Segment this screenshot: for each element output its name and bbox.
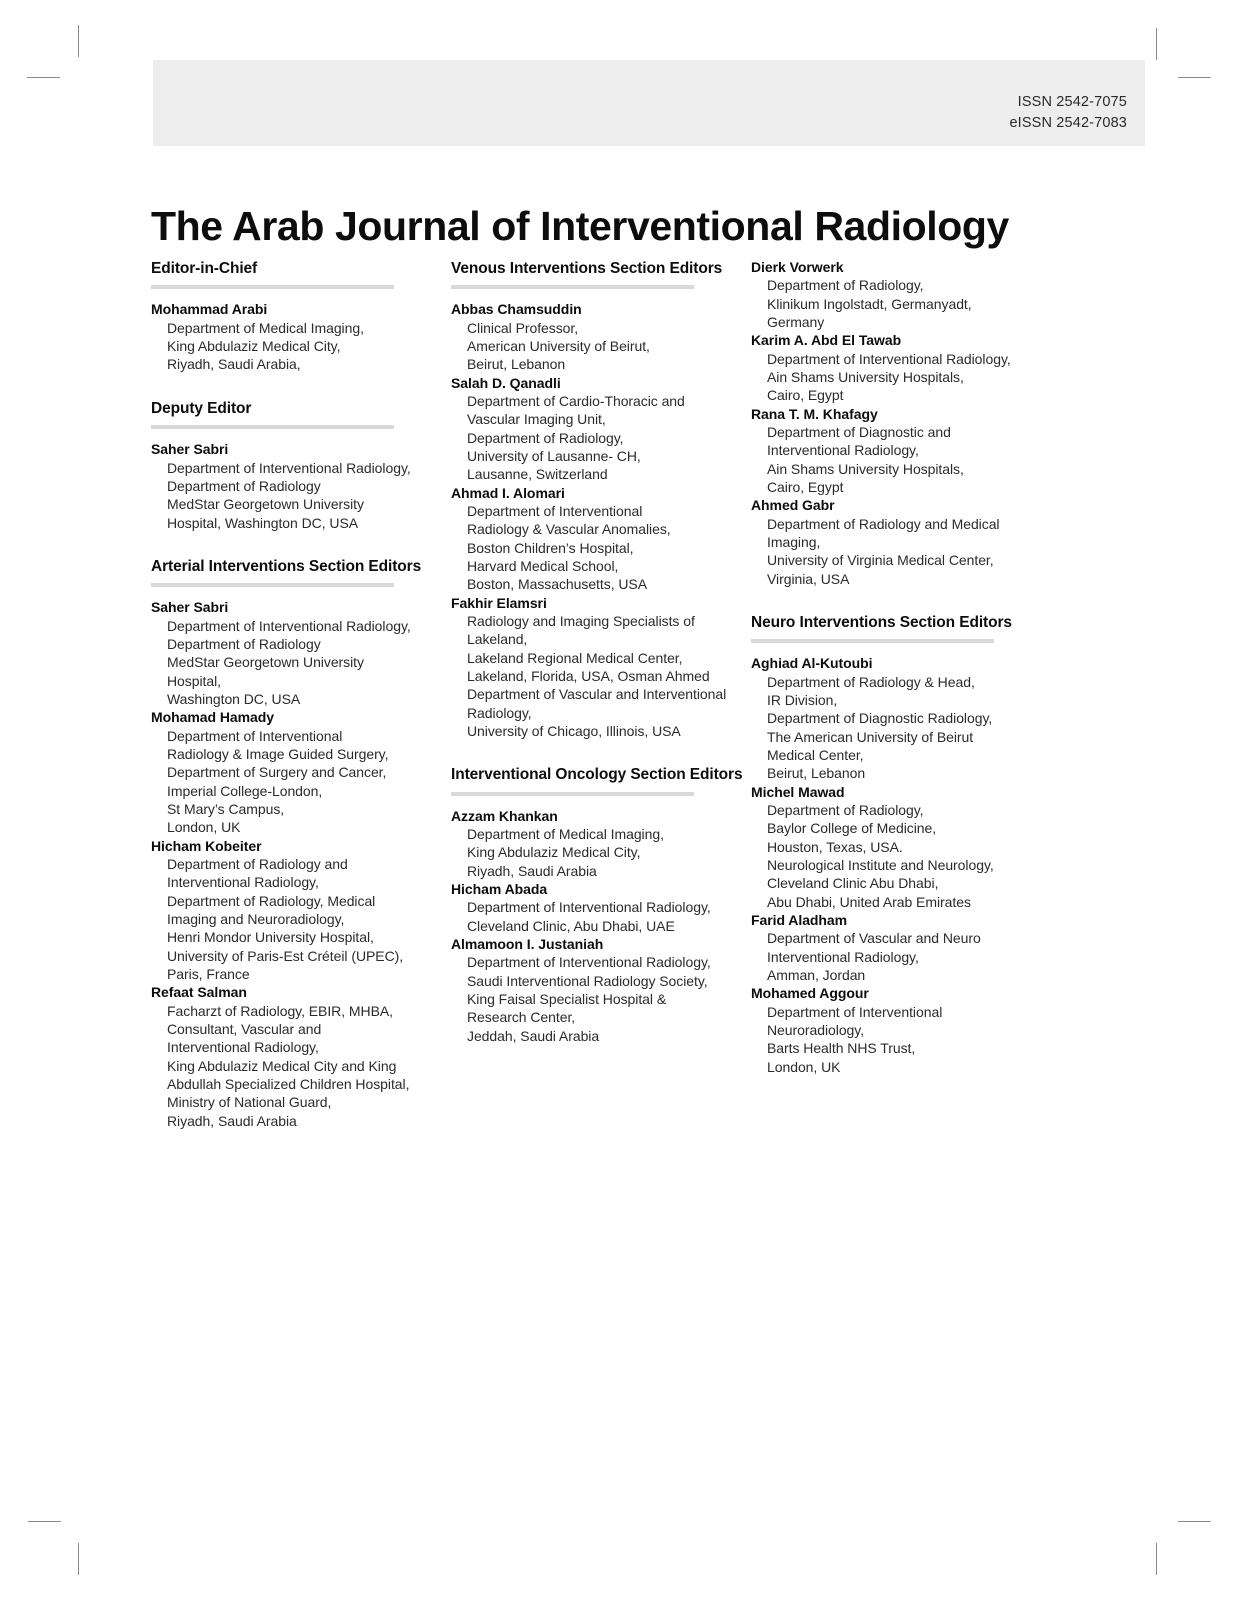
affiliation-line: Interventional Radiology, — [167, 1039, 319, 1056]
crop-mark-bottom-right-vertical — [1156, 1543, 1157, 1575]
affiliation-line: Boston Children’s Hospital, — [467, 539, 634, 556]
affiliation-line: Department of Diagnostic Radiology, — [767, 710, 993, 727]
affiliation-line: Interventional Radiology, — [767, 442, 919, 459]
affiliation-line: Medical Center, — [767, 747, 864, 764]
affiliation-line: Germany — [767, 313, 825, 330]
affiliation-line: Riyadh, Saudi Arabia — [467, 862, 597, 879]
affiliation-line: Riyadh, Saudi Arabia, — [167, 356, 301, 373]
affiliation-line: Department of Interventional Radiology, — [167, 459, 411, 476]
affiliation-line: Department of Radiology, Medical — [167, 892, 376, 909]
affiliation-line: Houston, Texas, USA. — [767, 838, 903, 855]
editor-name: Abbas Chamsuddin — [451, 301, 582, 318]
editor-name: Almamoon I. Justaniah — [451, 936, 604, 953]
affiliation-line: Virginia, USA — [767, 570, 850, 587]
editor-affiliation — [751, 276, 1051, 331]
editorial-board — [151, 258, 1151, 1130]
editorial-column-3 — [751, 258, 1051, 1130]
editor-entry — [451, 484, 751, 594]
crop-mark-bottom-left-horizontal — [28, 1521, 61, 1522]
affiliation-line: Department of Interventional Radiology, — [467, 899, 711, 916]
section-heading: Neuro Interventions Section Editors — [751, 613, 1012, 631]
editor-name: Hicham Kobeiter — [151, 837, 262, 854]
editor-entry — [751, 783, 1051, 911]
affiliation-line: Abu Dhabi, United Arab Emirates — [767, 893, 971, 910]
editor-affiliation — [751, 673, 1051, 783]
affiliation-line: Interventional Radiology, — [167, 874, 319, 891]
affiliation-line: Imaging and Neuroradiology, — [167, 910, 345, 927]
editorial-column-2 — [451, 258, 751, 1130]
affiliation-line: Beirut, Lebanon — [467, 356, 566, 373]
affiliation-line: Department of Cardio-Thoracic and — [467, 393, 685, 410]
editor-name: Mohammad Arabi — [151, 301, 268, 318]
editor-entry — [451, 880, 751, 935]
crop-mark-bottom-right-horizontal — [1178, 1521, 1211, 1522]
affiliation-line: London, UK — [167, 819, 241, 836]
editor-name: Aghiad Al-Kutoubi — [751, 655, 873, 672]
editor-name: Azzam Khankan — [451, 807, 558, 824]
affiliation-line: Interventional Radiology, — [767, 948, 919, 965]
section-rule — [151, 285, 394, 289]
affiliation-line: Washington DC, USA — [167, 691, 301, 707]
affiliation-line: Klinikum Ingolstadt, Germanyadt, — [767, 295, 972, 312]
editor-affiliation — [451, 898, 751, 935]
affiliation-line: Lausanne, Switzerland — [467, 466, 608, 483]
editor-affiliation — [751, 929, 1051, 984]
editor-entry — [151, 708, 451, 836]
affiliation-line: King Abdulaziz Medical City, — [467, 844, 641, 861]
editor-name: Ahmad I. Alomari — [451, 484, 565, 501]
affiliation-line: IR Division, — [767, 692, 838, 709]
affiliation-line: Radiology & Vascular Anomalies, — [467, 521, 671, 538]
editor-affiliation — [451, 392, 751, 484]
affiliation-line: King Faisal Specialist Hospital & — [467, 991, 667, 1008]
crop-mark-bottom-left-vertical — [78, 1543, 79, 1575]
affiliation-line: University of Chicago, Illinois, USA — [467, 723, 681, 740]
editor-affiliation — [451, 825, 751, 880]
editorial-column-1 — [151, 258, 451, 1130]
editor-affiliation — [751, 515, 1051, 588]
affiliation-line: Facharzt of Radiology, EBIR, MHBA, — [167, 1002, 394, 1019]
affiliation-line: Hospital, — [167, 672, 222, 689]
editor-name: Rana T. M. Khafagy — [751, 405, 878, 422]
editor-name: Karim A. Abd El Tawab — [751, 332, 902, 349]
editor-entry — [451, 807, 751, 880]
editor-entry — [751, 405, 1051, 497]
affiliation-line: Cleveland Clinic Abu Dhabi, — [767, 875, 939, 892]
masthead-band — [153, 60, 1145, 146]
affiliation-line: Department of Radiology — [167, 477, 321, 494]
affiliation-line: Department of Radiology, — [467, 429, 624, 446]
editor-entry — [151, 440, 451, 532]
affiliation-line: Department of Medical Imaging, — [467, 826, 664, 843]
affiliation-line: Imperial College-London, — [167, 782, 323, 799]
affiliation-line: Department of Radiology — [167, 636, 321, 653]
editorial-section — [151, 398, 451, 532]
editor-affiliation — [451, 953, 751, 1045]
issn-block — [1009, 92, 1127, 133]
affiliation-line: Department of Interventional Radiology, — [167, 617, 411, 634]
affiliation-line: MedStar Georgetown University — [167, 654, 364, 671]
affiliation-line: Department of Diagnostic and — [767, 423, 951, 440]
affiliation-line: Department of Radiology and — [167, 855, 348, 872]
affiliation-line: King Abdulaziz Medical City, — [167, 338, 341, 355]
editor-affiliation — [151, 459, 451, 532]
affiliation-line: Imaging, — [767, 533, 821, 550]
issn-print: ISSN 2542-7075 — [1017, 94, 1127, 110]
affiliation-line: Beirut, Lebanon — [767, 765, 866, 782]
affiliation-line: Department of Interventional — [767, 1003, 943, 1020]
section-heading: Interventional Oncology Section Editors — [451, 766, 743, 784]
affiliation-line: Cairo, Egypt — [767, 478, 844, 495]
editor-name: Mohamad Hamady — [151, 709, 274, 726]
editor-entry — [151, 598, 451, 708]
editor-affiliation — [151, 727, 451, 837]
section-rule — [451, 285, 694, 289]
affiliation-line: Abdullah Specialized Children Hospital, — [167, 1075, 410, 1092]
editor-entry — [751, 258, 1051, 331]
affiliation-line: Department of Interventional Radiology, — [767, 350, 1011, 367]
crop-mark-top-left-vertical — [78, 25, 79, 57]
section-rule — [751, 639, 994, 643]
editor-affiliation — [151, 617, 451, 709]
affiliation-line: The American University of Beirut — [767, 728, 974, 745]
affiliation-line: Department of Interventional Radiology, — [467, 954, 711, 971]
editor-name: Ahmed Gabr — [751, 497, 835, 514]
editorial-section — [451, 764, 751, 1045]
editor-entry — [751, 331, 1051, 404]
affiliation-line: MedStar Georgetown University — [167, 496, 364, 513]
affiliation-line: Riyadh, Saudi Arabia — [167, 1112, 297, 1129]
affiliation-line: Jeddah, Saudi Arabia — [467, 1027, 600, 1044]
editor-name: Fakhir Elamsri — [451, 594, 547, 611]
affiliation-line: Department of Vascular and Interventional — [467, 686, 727, 703]
editor-entry — [751, 984, 1051, 1076]
affiliation-line: Clinical Professor, — [467, 319, 579, 336]
editor-name: Dierk Vorwerk — [751, 259, 844, 275]
editor-affiliation — [751, 350, 1051, 405]
affiliation-line: Cleveland Clinic, Abu Dhabi, UAE — [467, 917, 675, 934]
editor-entry — [751, 496, 1051, 588]
editorial-section — [151, 258, 451, 374]
editor-affiliation — [751, 423, 1051, 496]
affiliation-line: American University of Beirut, — [467, 338, 650, 355]
affiliation-line: Department of Interventional — [167, 727, 343, 744]
affiliation-line: Department of Medical Imaging, — [167, 319, 364, 336]
affiliation-line: Lakeland Regional Medical Center, — [467, 649, 683, 666]
section-rule — [151, 425, 394, 429]
editor-entry — [151, 300, 451, 373]
affiliation-line: Ain Shams University Hospitals, — [767, 368, 964, 385]
affiliation-line: University of Lausanne- CH, — [467, 448, 641, 465]
affiliation-line: Neurological Institute and Neurology, — [767, 856, 994, 873]
affiliation-line: Barts Health NHS Trust, — [767, 1040, 916, 1057]
editor-affiliation — [151, 855, 451, 983]
editor-affiliation — [151, 1002, 451, 1130]
editorial-section — [751, 258, 1051, 588]
affiliation-line: Cairo, Egypt — [767, 387, 844, 404]
editor-entry — [751, 911, 1051, 984]
affiliation-line: Hospital, Washington DC, USA — [167, 514, 359, 531]
affiliation-line: Ain Shams University Hospitals, — [767, 460, 964, 477]
affiliation-line: Amman, Jordan — [767, 966, 866, 983]
crop-mark-top-right-horizontal — [1178, 77, 1211, 78]
section-heading: Venous Interventions Section Editors — [451, 260, 723, 277]
editor-affiliation — [751, 801, 1051, 911]
affiliation-line: Consultant, Vascular and — [167, 1020, 322, 1037]
affiliation-line: Saudi Interventional Radiology Society, — [467, 972, 708, 989]
editor-name: Salah D. Qanadli — [451, 374, 561, 391]
editor-entry — [451, 594, 751, 741]
affiliation-line: Department of Radiology, — [767, 277, 924, 294]
crop-mark-top-left-horizontal — [27, 77, 60, 78]
issn-electronic: eISSN 2542-7083 — [1009, 114, 1127, 131]
affiliation-line: Vascular Imaging Unit, — [467, 411, 606, 428]
affiliation-line: University of Virginia Medical Center, — [767, 552, 994, 569]
editor-name: Saher Sabri — [151, 599, 229, 616]
editorial-section — [751, 612, 1051, 1076]
affiliation-line: Lakeland, Florida, USA, Osman Ahmed — [467, 668, 710, 685]
editor-entry — [751, 654, 1051, 782]
editor-name: Hicham Abada — [451, 881, 548, 898]
editor-entry — [151, 983, 451, 1130]
editor-affiliation — [451, 612, 751, 740]
affiliation-line: Paris, France — [167, 965, 250, 982]
affiliation-line: Neuroradiology, — [767, 1021, 865, 1038]
affiliation-line: Department of Radiology and Medical — [767, 515, 1000, 532]
editor-entry — [151, 837, 451, 984]
affiliation-line: St Mary’s Campus, — [167, 800, 285, 817]
editor-affiliation — [151, 319, 451, 374]
section-heading: Editor-in-Chief — [151, 260, 258, 277]
editor-entry — [451, 300, 751, 373]
section-rule — [451, 792, 694, 796]
editorial-section — [151, 556, 451, 1130]
affiliation-line: Department of Surgery and Cancer, — [167, 764, 387, 781]
editor-affiliation — [751, 1003, 1051, 1076]
affiliation-line: Department of Radiology, — [767, 802, 924, 818]
editor-name: Michel Mawad — [751, 783, 845, 800]
affiliation-line: Ministry of National Guard, — [167, 1094, 332, 1111]
affiliation-line: King Abdulaziz Medical City and King — [167, 1057, 397, 1074]
affiliation-line: University of Paris-Est Créteil (UPEC), — [167, 947, 404, 964]
affiliation-line: Harvard Medical School, — [467, 558, 619, 575]
editor-affiliation — [451, 502, 751, 594]
affiliation-line: Radiology & Image Guided Surgery, — [167, 745, 389, 762]
affiliation-line: Research Center, — [467, 1009, 576, 1026]
section-heading: Arterial Interventions Section Editors — [151, 557, 422, 575]
crop-mark-top-right-vertical — [1156, 28, 1157, 60]
editorial-section — [451, 258, 751, 740]
affiliation-line: Radiology and Imaging Specialists of — [467, 613, 695, 630]
editor-name: Mohamed Aggour — [751, 985, 869, 1002]
affiliation-line: London, UK — [767, 1058, 841, 1075]
editor-entry — [451, 935, 751, 1045]
editor-affiliation — [451, 319, 751, 374]
affiliation-line: Department of Radiology & Head, — [767, 673, 975, 690]
affiliation-line: Lakeland, — [467, 631, 528, 648]
affiliation-line: Department of Vascular and Neuro — [767, 930, 981, 947]
affiliation-line: Department of Interventional — [467, 503, 643, 520]
affiliation-line: Baylor College of Medicine, — [767, 820, 937, 837]
editor-name: Farid Aladham — [751, 911, 848, 928]
section-heading: Deputy Editor — [151, 399, 252, 417]
affiliation-line: Henri Mondor University Hospital, — [167, 929, 374, 946]
editor-name: Refaat Salman — [151, 984, 247, 1001]
affiliation-line: Radiology, — [467, 704, 532, 721]
page-title: The Arab Journal of Interventional Radiology — [151, 203, 1009, 250]
affiliation-line: Boston, Massachusetts, USA — [467, 576, 648, 593]
editor-name: Saher Sabri — [151, 441, 229, 458]
editor-entry — [451, 374, 751, 484]
section-rule — [151, 583, 394, 587]
